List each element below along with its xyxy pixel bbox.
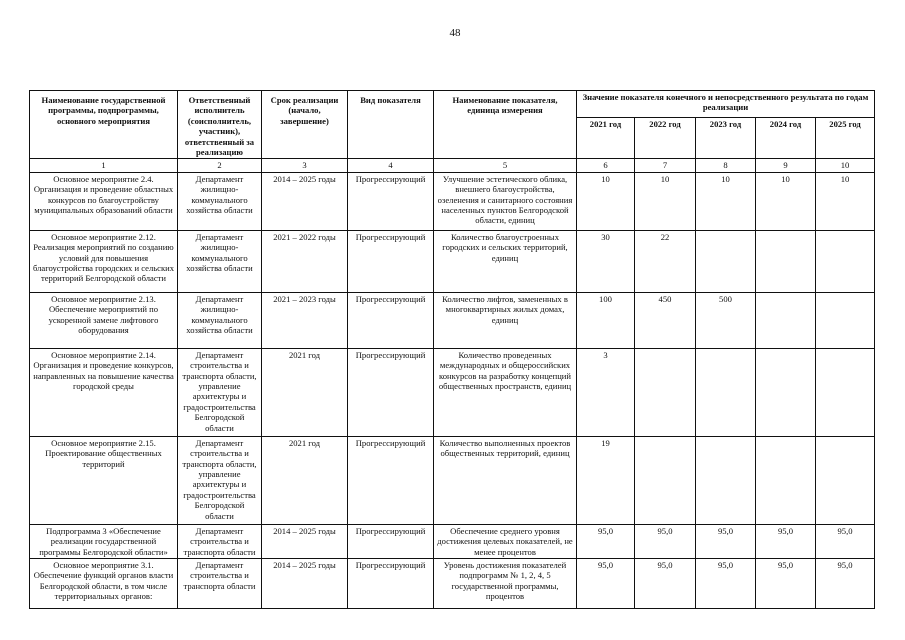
value-cell <box>816 436 875 524</box>
value-cell: 10 <box>696 172 756 230</box>
header-type: Вид показателя <box>348 91 434 159</box>
column-number: 9 <box>756 159 816 172</box>
period-cell: 2014 – 2025 годы <box>262 172 348 230</box>
indicator-cell: Количество лифтов, замененных в многоквартирных жилых домах, единиц <box>434 292 577 348</box>
program-cell: Основное мероприятие 2.13. Обеспечение мероприятий по ускоренной замене лифтового оборудования <box>30 292 178 348</box>
value-cell: 500 <box>696 292 756 348</box>
header-year-2022: 2022 год <box>635 117 696 158</box>
value-cell: 95,0 <box>756 559 816 609</box>
value-cell: 10 <box>635 172 696 230</box>
value-cell: 95,0 <box>756 524 816 558</box>
column-number: 8 <box>696 159 756 172</box>
value-cell <box>635 348 696 436</box>
header-program: Наименование государственной программы, подпрограммы, основного мероприятия <box>30 91 178 159</box>
indicator-cell: Улучшение эстетического облика, внешнего благоустройства, озеленения и санитарного состояния населенных пунктов Белгородской области, единиц <box>434 172 577 230</box>
period-cell: 2014 – 2025 годы <box>262 524 348 558</box>
executor-cell: Департамент жилищно-коммунального хозяйства области <box>178 292 262 348</box>
column-number: 10 <box>816 159 875 172</box>
value-cell: 95,0 <box>816 524 875 558</box>
value-cell: 95,0 <box>577 524 635 558</box>
type-cell: Прогрессирующий <box>348 436 434 524</box>
indicator-cell: Количество проведенных международных и общероссийских конкурсов на разработку концепций общественных пространств, единиц <box>434 348 577 436</box>
program-cell: Подпрограмма 3 «Обеспечение реализации государственной программы Белгородской области» <box>30 524 178 558</box>
value-cell <box>635 436 696 524</box>
value-cell: 3 <box>577 348 635 436</box>
executor-cell: Департамент строительства и транспорта области, управление архитектуры и градостроительства Белгородской области <box>178 348 262 436</box>
type-cell: Прогрессирующий <box>348 172 434 230</box>
value-cell: 95,0 <box>577 559 635 609</box>
header-year-2024: 2024 год <box>756 117 816 158</box>
column-number: 5 <box>434 159 577 172</box>
value-cell <box>816 230 875 292</box>
value-cell <box>756 348 816 436</box>
value-cell: 95,0 <box>635 559 696 609</box>
period-cell: 2021 – 2022 годы <box>262 230 348 292</box>
header-values-group: Значение показателя конечного и непосредственного результата по годам реализации <box>577 91 875 118</box>
column-number: 3 <box>262 159 348 172</box>
value-cell: 10 <box>816 172 875 230</box>
executor-cell: Департамент жилищно-коммунального хозяйства области <box>178 172 262 230</box>
table-row <box>30 292 875 348</box>
table-row <box>30 559 875 609</box>
header-year-2025: 2025 год <box>816 117 875 158</box>
column-number: 2 <box>178 159 262 172</box>
table-row <box>30 230 875 292</box>
type-cell: Прогрессирующий <box>348 292 434 348</box>
indicator-cell: Количество благоустроенных городских и сельских территорий, единиц <box>434 230 577 292</box>
value-cell: 450 <box>635 292 696 348</box>
value-cell: 10 <box>756 172 816 230</box>
value-cell: 30 <box>577 230 635 292</box>
page-number: 48 <box>449 27 461 39</box>
period-cell: 2014 – 2025 годы <box>262 559 348 609</box>
column-number: 4 <box>348 159 434 172</box>
indicator-cell: Уровень достижения показателей подпрограмм № 1, 2, 4, 5 государственной программы, процентов <box>434 559 577 609</box>
period-cell: 2021 год <box>262 348 348 436</box>
executor-cell: Департамент строительства и транспорта области, управление архитектуры и градостроительства Белгородской области <box>178 436 262 524</box>
table-row <box>30 172 875 230</box>
header-indicator: Наименование показателя, единица измерения <box>434 91 577 159</box>
header-period: Срок реализации (начало, завершение) <box>262 91 348 159</box>
value-cell: 10 <box>577 172 635 230</box>
value-cell <box>696 230 756 292</box>
header-executor: Ответственный исполнитель (соисполнитель, участник), ответственный за реализацию <box>178 91 262 159</box>
value-cell <box>696 348 756 436</box>
executor-cell: Департамент строительства и транспорта области <box>178 559 262 609</box>
executor-cell: Департамент жилищно-коммунального хозяйства области <box>178 230 262 292</box>
value-cell: 22 <box>635 230 696 292</box>
value-cell: 95,0 <box>696 559 756 609</box>
table-row <box>30 436 875 524</box>
value-cell: 95,0 <box>816 559 875 609</box>
table-row <box>30 524 875 558</box>
value-cell <box>816 348 875 436</box>
value-cell <box>756 230 816 292</box>
type-cell: Прогрессирующий <box>348 524 434 558</box>
value-cell: 100 <box>577 292 635 348</box>
table-row <box>30 348 875 436</box>
column-number: 1 <box>30 159 178 172</box>
value-cell: 95,0 <box>696 524 756 558</box>
column-number: 6 <box>577 159 635 172</box>
value-cell <box>816 292 875 348</box>
value-cell <box>756 292 816 348</box>
program-cell: Основное мероприятие 3.1. Обеспечение функций органов власти Белгородской области, в том числе территориальных органов: <box>30 559 178 609</box>
column-number: 7 <box>635 159 696 172</box>
executor-cell: Департамент строительства и транспорта области <box>178 524 262 558</box>
type-cell: Прогрессирующий <box>348 559 434 609</box>
indicator-cell: Количество выполненных проектов общественных территорий, единиц <box>434 436 577 524</box>
header-year-2023: 2023 год <box>696 117 756 158</box>
value-cell <box>756 436 816 524</box>
program-cell: Основное мероприятие 2.14. Организация и проведение конкурсов, направленных на повышение качества городской среды <box>30 348 178 436</box>
value-cell: 95,0 <box>635 524 696 558</box>
type-cell: Прогрессирующий <box>348 230 434 292</box>
type-cell: Прогрессирующий <box>348 348 434 436</box>
period-cell: 2021 – 2023 годы <box>262 292 348 348</box>
indicators-table <box>29 90 875 609</box>
program-cell: Основное мероприятие 2.4. Организация и проведение областных конкурсов по благоустройству муниципальных образований области <box>30 172 178 230</box>
column-numbers-row <box>30 159 875 172</box>
value-cell <box>696 436 756 524</box>
program-cell: Основное мероприятие 2.12. Реализация мероприятий по созданию условий для повышения благоустройства городских и сельских территорий Белгородской области <box>30 230 178 292</box>
value-cell: 19 <box>577 436 635 524</box>
program-cell: Основное мероприятие 2.15. Проектирование общественных территорий <box>30 436 178 524</box>
header-year-2021: 2021 год <box>577 117 635 158</box>
indicator-cell: Обеспечение среднего уровня достижения целевых показателей, не менее процентов <box>434 524 577 558</box>
period-cell: 2021 год <box>262 436 348 524</box>
